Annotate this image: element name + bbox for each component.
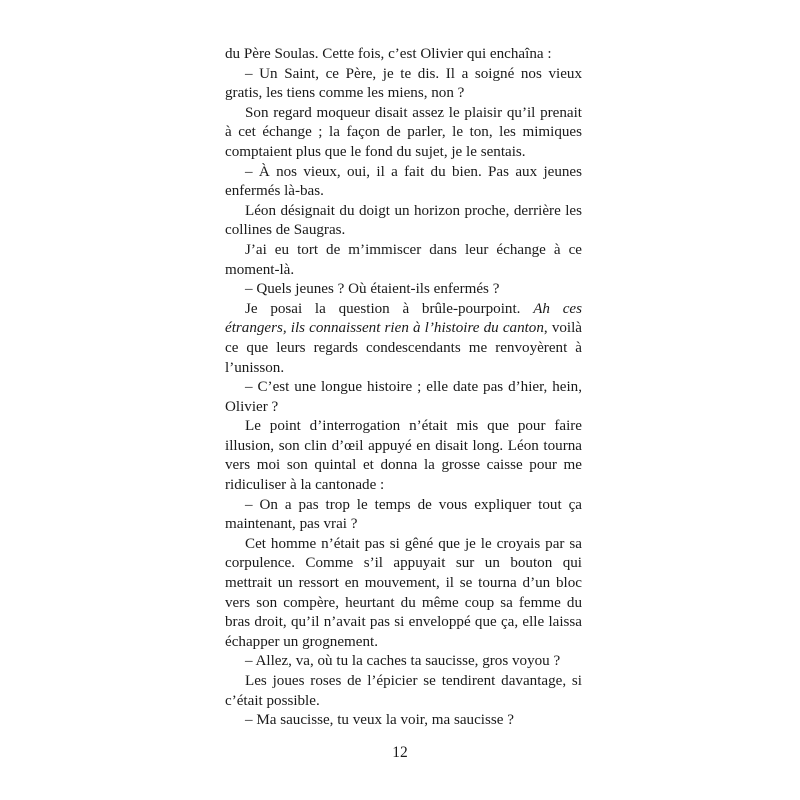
paragraph-12: Cet homme n’était pas si gêné que je le croyais par sa corpulence. Comme s’il appuyait sur un bouton qui mettrait un ressort en mouvement, il se tourna d’un bloc vers son compère, heurtant du même coup sa femme du bras droit, qu’il n’avait pas si enveloppé que ça, elle laissa échapper un grognement. (225, 535, 582, 650)
paragraph-8 (225, 300, 582, 378)
paragraph-4: – À nos vieux, oui, il a fait du bien. Pas aux jeunes enfermés là-bas. (225, 163, 582, 200)
paragraph-13: – Allez, va, où tu la caches ta saucisse, gros voyou ? (245, 653, 561, 670)
paragraph-6: J’ai eu tort de m’immiscer dans leur échange à ce moment-là. (225, 241, 582, 278)
paragraph-8-before: Je posai la question à brûle-pourpoint. (245, 300, 534, 317)
paragraph-15: – Ma saucisse, tu veux la voir, ma saucisse ? (245, 712, 514, 729)
paragraph-7: – Quels jeunes ? Où étaient-ils enfermés ? (245, 281, 500, 298)
paragraph-1: du Père Soulas. Cette fois, c’est Olivier qui enchaîna : (225, 46, 552, 62)
paragraph-9: – C’est une longue histoire ; elle date pas d’hier, hein, Olivier ? (225, 379, 582, 415)
paragraph-10: Le point d’interrogation n’était mis que pour faire illusion, son clin d’œil appuyé en disait long. Léon tourna vers moi son quintal et donna la grosse caisse pour me ridiculiser à la cantonade : (225, 418, 582, 494)
paragraph-5: Léon désignait du doigt un horizon proche, derrière les collines de Saugras. (225, 202, 582, 239)
paragraph-11: – On a pas trop le temps de vous expliquer tout ça maintenant, pas vrai ? (225, 496, 582, 533)
paragraph-8-after: , voilà ce que leurs regards condescendants me renvoyèrent à l’unisson. (225, 320, 582, 376)
paragraph-8-italic: Ah ces étrangers, ils connaissent rien à l’histoire du canton (225, 300, 582, 337)
paragraph-2: – Un Saint, ce Père, je te dis. Il a soigné nos vieux gratis, les tiens comme les miens, non ? (225, 65, 582, 102)
paragraph-14: Les joues roses de l’épicier se tendirent davantage, si c’était possible. (225, 673, 582, 709)
body-text (225, 45, 582, 731)
page-number: 12 (392, 744, 408, 761)
paragraph-3: Son regard moqueur disait assez le plaisir qu’il prenait à cet échange ; la façon de parler, le ton, les mimiques comptaient plus que le fond du sujet, je le sentais. (225, 104, 582, 160)
